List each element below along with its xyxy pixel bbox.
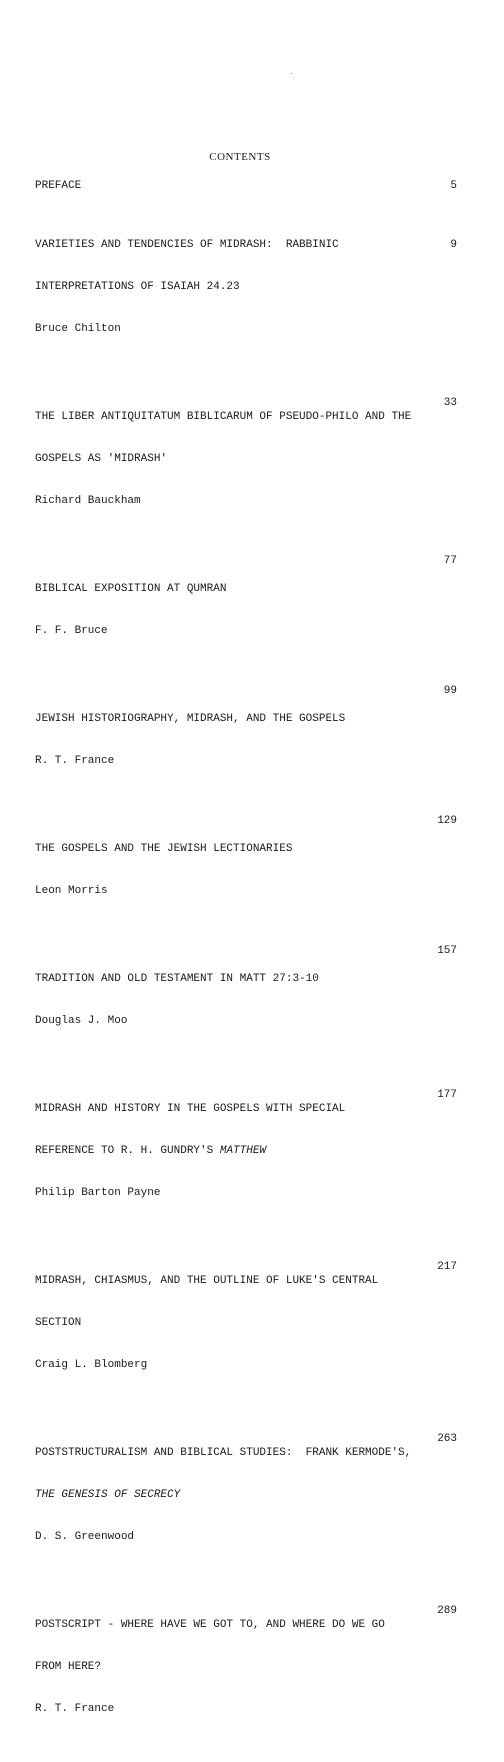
toc-entry-preface [35,179,457,193]
entry-page-number: 77 [443,555,457,567]
entry-page-number: 5 [450,180,457,192]
toc-entry [35,382,457,536]
entry-title-italic: MATTHEW [219,1145,267,1157]
entry-author: Bruce Chilton [35,323,121,335]
entry-author: Richard Bauckham [35,495,141,507]
entry-author: Leon Morris [35,885,108,897]
toc-entry [35,814,457,926]
entry-author: Philip Barton Payne [35,1187,161,1199]
entry-page-number: 177 [437,1089,457,1101]
entry-page-number: 33 [443,397,457,409]
entry-author: Douglas J. Moo [35,1015,128,1027]
entry-page-number: 99 [443,685,457,697]
entry-title-line: MIDRASH, CHIASMUS, AND THE OUTLINE OF LUKE'S CENTRAL [35,1275,379,1287]
toc-entry [35,1590,457,1744]
entry-author: Craig L. Blomberg [35,1359,148,1371]
contents-heading: CONTENTS [209,151,271,163]
toc-entry [35,944,457,1056]
entry-title-line: VARIETIES AND TENDENCIES OF MIDRASH: RABBINIC [35,239,339,251]
entry-author: D. S. Greenwood [35,1531,135,1543]
entry-title-line: INTERPRETATIONS OF ISAIAH 24.23 [35,281,240,293]
toc-entry [35,1246,457,1400]
entry-page-number: 263 [437,1433,457,1445]
paper-speck [291,73,292,74]
entry-title-line: TRADITION AND OLD TESTAMENT IN MATT 27:3-10 [35,973,319,985]
entry-page-number: 9 [450,239,457,251]
entry-page-number: 289 [437,1605,457,1617]
toc-entry [35,554,457,666]
entry-page-number: 157 [437,945,457,957]
toc-entry [35,1074,457,1228]
entry-title-line: POSTSTRUCTURALISM AND BIBLICAL STUDIES: FRANK KERMODE'S, [35,1447,412,1459]
toc-entry [35,1418,457,1572]
toc-entry [35,210,457,364]
toc-list [35,179,457,1762]
entry-page-number: 129 [437,815,457,827]
entry-title-line: POSTSCRIPT - WHERE HAVE WE GOT TO, AND WHERE DO WE GO [35,1619,385,1631]
entry-title-text: REFERENCE TO R. H. GUNDRY'S [35,1145,214,1157]
entry-title-line: SECTION [35,1317,82,1329]
entry-title-italic-line: THE GENESIS OF SECRECY [35,1489,181,1501]
entry-title-line: GOSPELS AS 'MIDRASH' [35,453,168,465]
entry-author: R. T. France [35,755,115,767]
entry-title-line: BIBLICAL EXPOSITION AT QUMRAN [35,583,227,595]
entry-title: PREFACE [35,180,82,192]
entry-title-line: MIDRASH AND HISTORY IN THE GOSPELS WITH SPECIAL [35,1103,346,1115]
entry-title-line: THE GOSPELS AND THE JEWISH LECTIONARIES [35,843,293,855]
entry-author: R. T. France [35,1703,115,1715]
entry-title-line: THE LIBER ANTIQUITATUM BIBLICARUM OF PSEUDO-PHILO AND THE [35,411,412,423]
entry-title-line: FROM HERE? [35,1661,102,1673]
entry-author: F. F. Bruce [35,625,108,637]
entry-title-line [35,1144,423,1158]
entry-page-number: 217 [437,1261,457,1273]
toc-entry [35,684,457,796]
entry-title-line: JEWISH HISTORIOGRAPHY, MIDRASH, AND THE GOSPELS [35,713,346,725]
